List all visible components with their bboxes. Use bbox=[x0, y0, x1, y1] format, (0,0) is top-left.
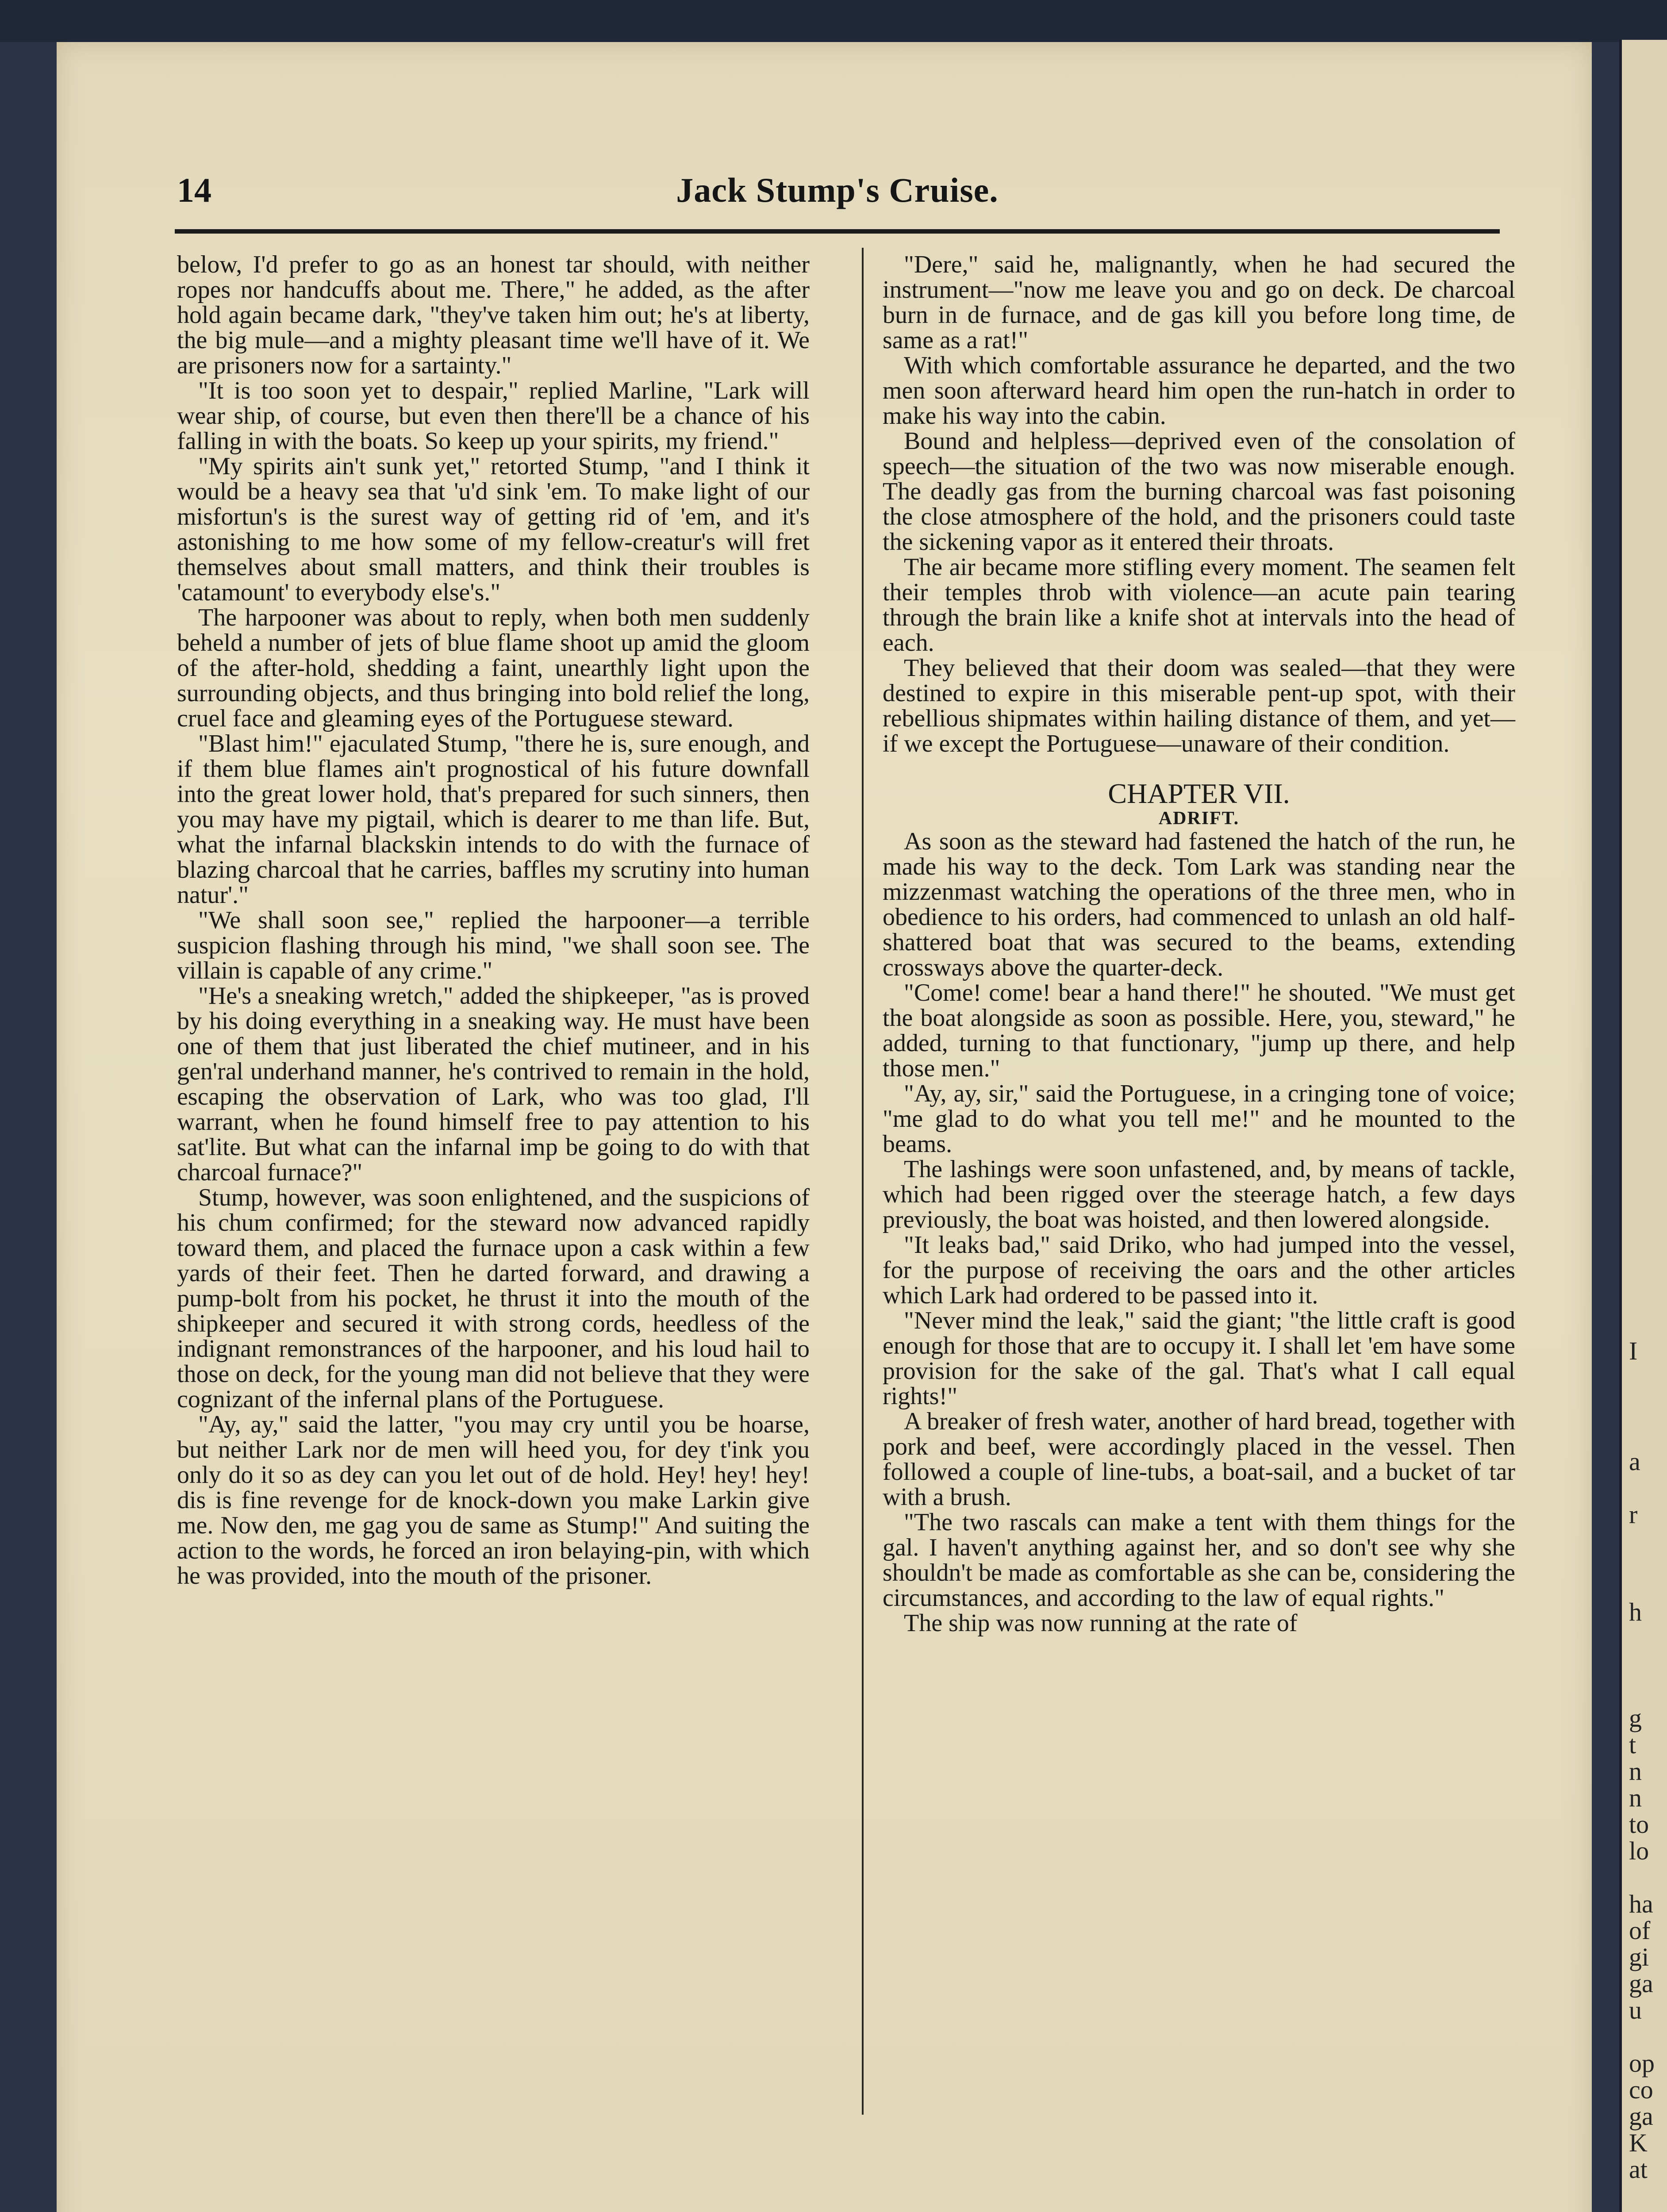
chapter-subtitle: ADRIFT. bbox=[1158, 808, 1240, 829]
paragraph: They believed that their doom was sealed—that they were destined to expire in this miserable pent-up spot, with their rebellious shipmates within hailing distance of them, and yet—if we except the Portuguese—unaware of their condition. bbox=[883, 654, 1515, 757]
paragraph: "My spirits ain't sunk yet," retorted Stump, "and I think it would be a heavy sea that 'u'd sink 'em. To make light of our misfortun's is the surest way of getting rid of 'em, and it's astonishing to me how some of my fellow-creatur's will fret themselves about small matters, and think their troubles is 'catamount' to everybody else's." bbox=[177, 453, 810, 606]
running-title: Jack Stump's Cruise. bbox=[676, 171, 999, 209]
adjacent-page-edge bbox=[1619, 40, 1667, 2212]
paragraph: The air became more stifling every moment. The seamen felt their temples throb with violence—an acute pain tearing through the brain like a knife shot at intervals into the head of each. bbox=[883, 553, 1515, 657]
adjacent-page-fragment: t bbox=[1629, 1730, 1636, 1759]
paragraph: "The two rascals can make a tent with them things for the gal. I haven't anything against her, and so don't see why she shouldn't be made as comfortable as she can be, considering the circumstances, and according to the law of equal rights." bbox=[883, 1509, 1515, 1612]
adjacent-page-fragment: n bbox=[1629, 1783, 1642, 1812]
paragraph: Stump, however, was soon enlightened, and the suspicions of his chum confirmed; for the steward now advanced rapidly toward them, and placed the furnace upon a cask within a few yards of their feet. Then he darted forward, and drawing a pump-bolt from his pocket, he thrust it into the mouth of the shipkeeper and secured it with strong cords, heedless of the indignant remonstrances of the harpooner, and his loud hail to those on deck, for the young man did not believe that they were cognizant of the infernal plans of the Portuguese. bbox=[177, 1184, 810, 1413]
adjacent-page-fragment: op bbox=[1629, 2049, 1655, 2078]
paragraph: The ship was now running at the rate of bbox=[904, 1609, 1298, 1637]
adjacent-page-fragment: ga bbox=[1629, 1969, 1653, 1998]
right-column bbox=[883, 252, 1515, 2132]
paragraph: "We shall soon see," replied the harpooner—a terrible suspicion flashing through his mind, "we shall soon see. The villain is capable of any crime." bbox=[177, 906, 810, 984]
paragraph: "Dere," said he, malignantly, when he had secured the instrument—"now me leave you and go on deck. De charcoal burn in de furnace, and de gas kill you before long time, de same as a rat!" bbox=[883, 251, 1515, 354]
adjacent-page-fragment: u bbox=[1629, 1996, 1642, 2024]
paragraph: The harpooner was about to reply, when both men suddenly beheld a number of jets of blue flame shoot up amid the gloom of the after-hold, shedding a faint, unearthly light upon the surrounding objects, and thus bringing into bold relief the long, cruel face and gleaming eyes of the Portuguese steward. bbox=[177, 604, 810, 732]
adjacent-page-fragment: lo bbox=[1629, 1836, 1649, 1865]
paragraph: "Ay, ay, sir," said the Portuguese, in a cringing tone of voice; "me glad to do what you tell me!" and he mounted to the beams. bbox=[883, 1080, 1515, 1158]
adjacent-page-fragment: a bbox=[1629, 1447, 1640, 1476]
header-rule bbox=[175, 229, 1500, 234]
paragraph: "Never mind the leak," said the giant; "the little craft is good enough for those that are to occupy it. I shall let 'em have some provision for the sake of the gal. That's what I call equal rights!" bbox=[883, 1307, 1515, 1410]
adjacent-page-fragment: co bbox=[1629, 2075, 1653, 2104]
left-column bbox=[177, 252, 810, 2132]
paragraph: A breaker of fresh water, another of hard bread, together with pork and beef, were accordingly placed in the vessel. Then followed a couple of line-tubs, a boat-sail, and a bucket of tar with a brush. bbox=[883, 1408, 1515, 1511]
paragraph: "Come! come! bear a hand there!" he shouted. "We must get the boat alongside as soon as possible. Here, you, steward," he added, turning to that functionary, "jump up there, and help those men." bbox=[883, 979, 1515, 1082]
adjacent-page-fragment: to bbox=[1629, 1810, 1649, 1839]
paragraph: "Ay, ay," said the latter, "you may cry until you be hoarse, but neither Lark nor de men will heed you, for dey t'ink you only do it so as dey can you let out of de hold. Hey! hey! hey! dis is fine revenge for de knock-down you make Larkin give me. Now den, me gag you de same as Stump!" And suiting the action to the words, he forced an iron belaying-pin, with which he was provided, into the mouth of the prisoner. bbox=[177, 1411, 810, 1590]
paragraph: "Blast him!" ejaculated Stump, "there he is, sure enough, and if them blue flames ain't prognostical of his future downfall into the great lower hold, that's prepared for such sinners, then you may have my pigtail, which is dearer to me than life. But, what the infarnal blackskin intends to do with the furnace of blazing charcoal that he carries, baffles my scrutiny into human natur'." bbox=[177, 730, 810, 909]
paragraph: "It leaks bad," said Driko, who had jumped into the vessel, for the purpose of receiving the oars and the other articles which Lark had ordered to be passed into it. bbox=[883, 1231, 1515, 1309]
page-header bbox=[177, 170, 1498, 219]
adjacent-page-fragment: ga bbox=[1629, 2102, 1653, 2131]
chapter-heading: CHAPTER VII. bbox=[1108, 778, 1290, 809]
adjacent-page-fragment: K bbox=[1629, 2128, 1648, 2157]
adjacent-page-fragment: I bbox=[1629, 1336, 1638, 1365]
adjacent-page-fragment: r bbox=[1629, 1500, 1638, 1529]
adjacent-page-fragment: n bbox=[1629, 1757, 1642, 1786]
adjacent-page-fragment: g bbox=[1629, 1704, 1642, 1732]
paragraph: The lashings were soon unfastened, and, by means of tackle, which had been rigged over the steerage hatch, a few days previously, the boat was hoisted, and then lowered alongside. bbox=[883, 1156, 1515, 1233]
column-divider bbox=[862, 248, 864, 2115]
paragraph: With which comfortable assurance he departed, and the two men soon afterward heard him open the run-hatch in order to make his way into the cabin. bbox=[883, 352, 1515, 430]
page-number: 14 bbox=[177, 171, 211, 209]
paragraph: As soon as the steward had fastened the hatch of the run, he made his way to the deck. Tom Lark was standing near the mizzenmast watching the operations of the three men, who in obedience to his orders, had commenced to unlash an old half-shattered boat that was secured to the beams, extending crossways above the quarter-deck. bbox=[883, 828, 1515, 981]
paragraph: "It is too soon yet to despair," replied Marline, "Lark will wear ship, of course, but even then there'll be a chance of his falling in with the boats. So keep up your spirits, my friend." bbox=[177, 377, 810, 455]
paragraph: Bound and helpless—deprived even of the consolation of speech—the situation of the two was now miserable enough. The deadly gas from the burning charcoal was fast poisoning the close atmosphere of the hold, and the prisoners could taste the sickening vapor as it entered their throats. bbox=[883, 427, 1515, 556]
adjacent-page-fragment: ha bbox=[1629, 1889, 1653, 1918]
backdrop bbox=[0, 0, 1667, 42]
adjacent-page-fragment: of bbox=[1629, 1916, 1651, 1945]
paragraph: below, I'd prefer to go as an honest tar should, with neither ropes nor handcuffs about me. There," he added, as the after hold again became dark, "they've taken him out; he's at liberty, the big mule—and a mighty pleasant time we'll have of it. We are prisoners now for a sartainty." bbox=[177, 251, 810, 379]
adjacent-page-fragment: at bbox=[1629, 2155, 1648, 2184]
paragraph: "He's a sneaking wretch," added the shipkeeper, "as is proved by his doing everything in a sneaking way. He must have been one of them that just liberated the chief mutineer, and in his gen'ral underhand manner, he's contrived to remain in the hold, escaping the observation of Lark, who was too glad, I'll warrant, when he found himself free to pay attention to his sat'lite. But what can the infarnal imp be going to do with that charcoal furnace?" bbox=[177, 982, 810, 1186]
adjacent-page-fragment: h bbox=[1629, 1598, 1642, 1626]
adjacent-page-fragment: gi bbox=[1629, 1943, 1649, 1971]
